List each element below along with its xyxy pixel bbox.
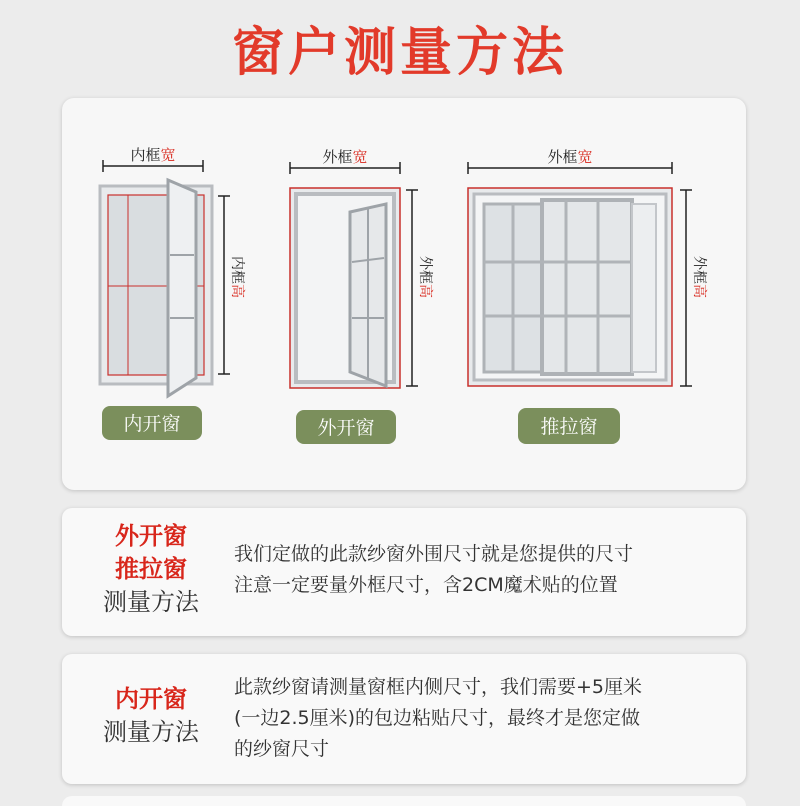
outward-window [290, 148, 434, 444]
outward-sliding-instructions [62, 508, 746, 636]
inner-width-label: 内框宽 [130, 146, 176, 164]
badge-sliding-label: 推拉窗 [540, 416, 598, 438]
page-title: 窗户测量方法 [231, 23, 568, 83]
open-sash [168, 180, 196, 396]
badge-inward-label: 内开窗 [123, 413, 181, 435]
outer-height-label: 外框高 [417, 256, 433, 298]
sliding-width-label: 外框宽 [547, 148, 593, 166]
card-label [76, 683, 226, 749]
label-inward: 内开窗 [115, 685, 187, 713]
card-description [234, 672, 734, 765]
label-method: 测量方法 [103, 588, 199, 616]
sliding-height-label: 外框高 [691, 256, 707, 298]
inward-instructions [62, 654, 746, 784]
desc-line: (一边2.5厘米)的包边粘贴尺寸，最终才是您定做 [234, 707, 641, 729]
inward-window [100, 146, 246, 440]
desc-line: 注意一定要量外框尺寸，含2CM魔术贴的位置 [234, 574, 618, 596]
next-card-edge [62, 796, 746, 806]
desc-line: 我们定做的此款纱窗外围尺寸就是您提供的尺寸 [234, 543, 634, 565]
card-description [234, 539, 734, 601]
sliding-window [468, 148, 708, 444]
inner-height-label: 内框高 [229, 256, 245, 298]
desc-line: 此款纱窗请测量窗框内侧尺寸，我们需要+5厘米 [234, 676, 643, 698]
label-method: 测量方法 [103, 718, 199, 746]
desc-line: 的纱窗尺寸 [234, 738, 330, 760]
badge-outward-label: 外开窗 [317, 417, 375, 439]
card-label [76, 520, 226, 619]
label-sliding: 推拉窗 [115, 555, 187, 583]
outer-width-label: 外框宽 [322, 148, 368, 166]
label-outward: 外开窗 [115, 522, 187, 550]
